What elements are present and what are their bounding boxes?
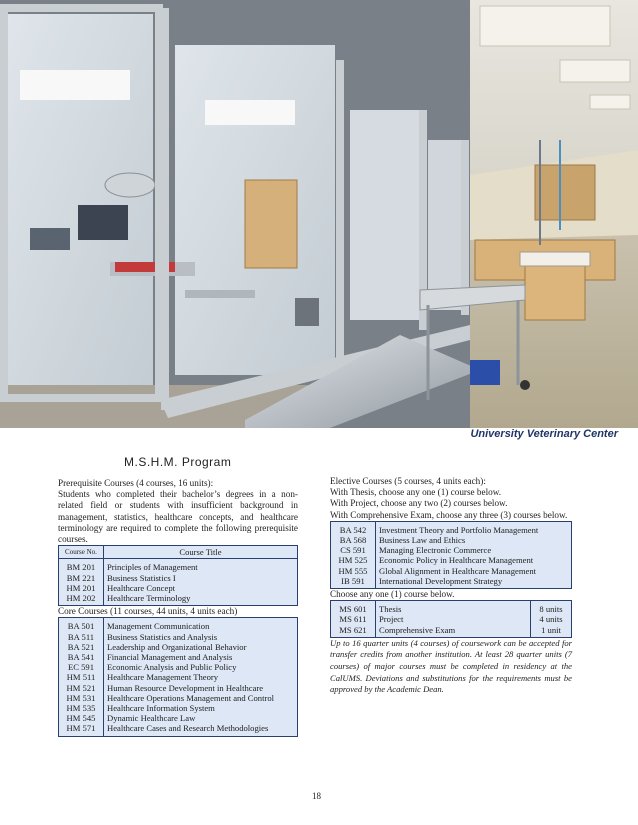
course-code: HM 525 [338, 555, 368, 566]
table-row [59, 618, 298, 632]
elective-thesis-rule: With Thesis, choose any one (1) course below. [330, 487, 502, 498]
course-title: Healthcare Cases and Research Methodologies [104, 723, 298, 736]
course-code: MS 601 [339, 604, 367, 615]
course-code: HM 535 [66, 703, 96, 714]
table-header-row [59, 546, 298, 559]
course-title: Financial Management and Analysis [104, 652, 298, 662]
course-code: HM 545 [66, 713, 96, 724]
course-title: Economic Analysis and Public Policy [104, 662, 298, 672]
table-row [59, 703, 298, 713]
elective-table [330, 521, 572, 589]
course-title: Healthcare Concept [104, 583, 298, 593]
course-title: Business Statistics I [104, 573, 298, 583]
table-row [59, 573, 298, 583]
table-row [59, 642, 298, 652]
header-course-title: Course Title [104, 546, 298, 559]
course-code: BM 201 [66, 562, 96, 573]
course-units: 4 units [531, 614, 572, 624]
elective-exam-rule: With Comprehensive Exam, choose any three (3) courses below. [330, 509, 568, 520]
course-title: Economic Policy in Healthcare Management [376, 555, 572, 565]
table-row [59, 652, 298, 662]
table-row [59, 593, 298, 606]
course-code: BA 568 [339, 535, 367, 546]
course-title: Investment Theory and Portfolio Management [376, 521, 572, 535]
photo-caption: University Veterinary Center [470, 428, 618, 440]
elective-heading: Elective Courses (5 courses, 4 units each): [330, 476, 486, 486]
core-heading: Core Courses (11 courses, 44 units, 4 units each) [58, 606, 238, 617]
course-title: Managing Electronic Commerce [376, 545, 572, 555]
course-title: Business Statistics and Analysis [104, 632, 298, 642]
table-row [331, 614, 572, 624]
course-code: HM 531 [66, 692, 96, 703]
table-row [331, 576, 572, 589]
table-row [59, 683, 298, 693]
course-title: Human Resource Development in Healthcare [104, 683, 298, 693]
left-column [58, 478, 298, 737]
table-row [331, 555, 572, 565]
course-code: HM 555 [338, 565, 368, 576]
table-row [59, 632, 298, 642]
table-row [331, 625, 572, 638]
table-row [59, 693, 298, 703]
course-code: HM 521 [66, 682, 96, 693]
table-row [331, 521, 572, 535]
course-title: Healthcare Management Theory [104, 672, 298, 682]
course-units: 1 unit [531, 625, 572, 638]
course-code: HM 571 [66, 723, 96, 734]
course-code: MS 611 [339, 614, 367, 625]
course-code: IB 591 [341, 575, 365, 586]
table-row [59, 583, 298, 593]
table-row [59, 672, 298, 682]
course-code: CS 591 [340, 545, 366, 556]
table-row [59, 559, 298, 573]
table-row [331, 545, 572, 555]
course-units: 8 units [531, 601, 572, 615]
course-title: Project [376, 614, 531, 624]
course-title: Leadership and Organizational Behavior [104, 642, 298, 652]
page-number: 18 [312, 791, 321, 801]
course-title: International Development Strategy [376, 576, 572, 589]
prerequisite-description: Students who completed their bachelor’s degrees in a non-related field or students with insufficient background in management, statistics, healthcare concepts, and healthcare terminology are required to complete the following prerequisite courses. [58, 489, 298, 545]
course-title: Healthcare Terminology [104, 593, 298, 606]
program-title: M.S.H.M. Program [124, 455, 232, 469]
table-row [59, 713, 298, 723]
capstone-heading: Choose any one (1) course below. [330, 589, 455, 600]
course-title: Healthcare Operations Management and Control [104, 693, 298, 703]
course-title: Global Alignment in Healthcare Management [376, 566, 572, 576]
course-code: HM 511 [66, 672, 96, 683]
table-row [331, 535, 572, 545]
course-title: Thesis [376, 601, 531, 615]
course-code: BA 541 [67, 652, 95, 663]
capstone-table [330, 600, 572, 638]
course-title: Comprehensive Exam [376, 625, 531, 638]
course-title: Dynamic Healthcare Law [104, 713, 298, 723]
table-row [59, 723, 298, 736]
course-code: HM 202 [66, 593, 96, 604]
table-row [59, 662, 298, 672]
header-course-no: Course No. [59, 546, 104, 559]
course-code: BM 221 [66, 572, 96, 583]
table-row [331, 566, 572, 576]
table-row [331, 601, 572, 615]
prerequisite-table [58, 545, 298, 606]
elective-project-rule: With Project, choose any two (2) courses below. [330, 498, 508, 509]
core-table [58, 617, 298, 736]
course-code: BA 501 [67, 621, 95, 632]
course-code: BA 511 [67, 631, 95, 642]
course-title: Business Law and Ethics [376, 535, 572, 545]
course-code: BA 542 [339, 524, 367, 535]
course-code: EC 591 [67, 662, 95, 673]
course-code: MS 621 [339, 624, 367, 635]
course-title: Principles of Management [104, 559, 298, 573]
course-code: BA 521 [67, 641, 95, 652]
course-code: HM 201 [66, 582, 96, 593]
course-title: Management Communication [104, 618, 298, 632]
course-title: Healthcare Information System [104, 703, 298, 713]
transfer-credit-note: Up to 16 quarter units (4 courses) of coursework can be accepted for transfer credits from another institution. At least 28 quarter units (7 courses) of major courses must be completed in residency at the CalUMS. Deviations and substitutions for the requirements must be approved by the Academic Dean. [330, 637, 572, 695]
prerequisite-heading: Prerequisite Courses (4 courses, 16 units): [58, 478, 214, 488]
right-column [330, 476, 572, 696]
